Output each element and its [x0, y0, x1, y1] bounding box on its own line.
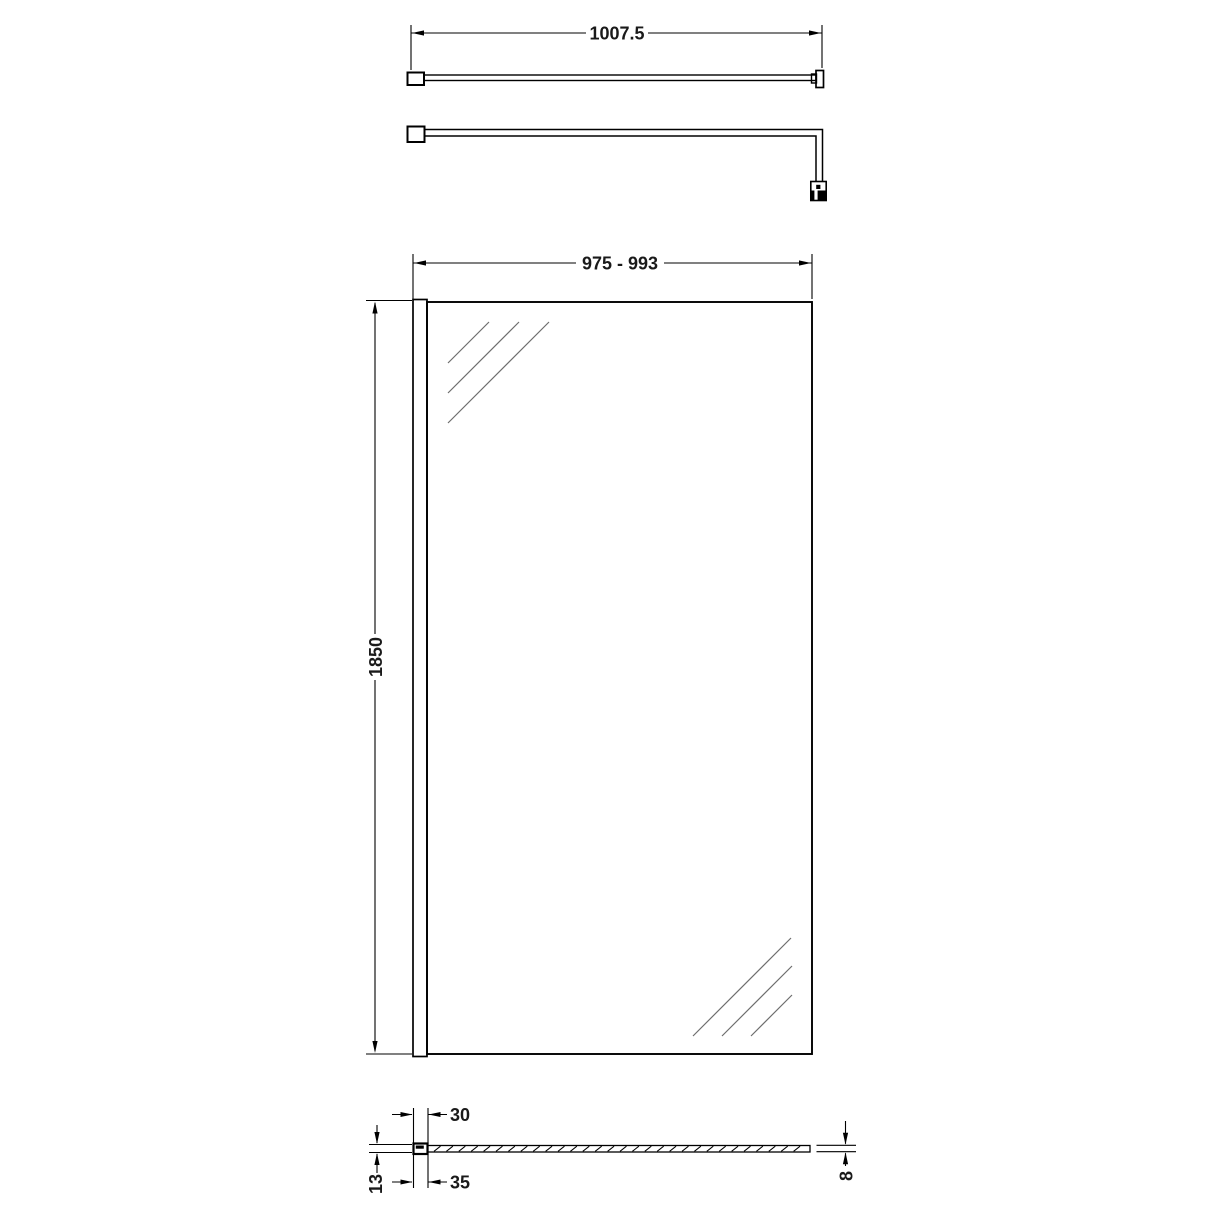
glass-thickness-detail: [817, 1121, 857, 1181]
arrowhead-up-icon: [374, 1153, 379, 1165]
bar-length-dimension: [411, 24, 822, 71]
arrowhead-up-icon: [843, 1152, 848, 1164]
wall-bracket: [408, 73, 425, 86]
support-bar: [424, 75, 816, 81]
glass-panel: [427, 302, 812, 1054]
arrowhead-left-icon: [412, 30, 424, 35]
wall-profile-section-fill: [416, 1146, 424, 1149]
clamp-jaw-right: [818, 191, 826, 201]
arrowhead-right-icon: [799, 260, 811, 265]
profile-width-label: 30: [450, 1105, 471, 1125]
clamp-jaw-left: [811, 191, 814, 201]
plan-view: [408, 24, 824, 88]
wall-profile: [413, 300, 427, 1057]
arrowhead-left-icon: [429, 1112, 441, 1117]
profile-depth-label: 13: [366, 1173, 386, 1195]
width-dimension: [413, 254, 812, 300]
profile-width-dimension: [392, 1105, 470, 1125]
wall-profile-section: [414, 1144, 428, 1155]
arrowhead-right-icon: [401, 1112, 413, 1117]
profile-overall-dimension: [392, 1173, 470, 1193]
wall-bracket: [408, 127, 425, 143]
screen-height-label: 1850: [366, 636, 386, 678]
arrowhead-right-icon: [401, 1180, 413, 1185]
arrowhead-up-icon: [372, 302, 377, 314]
glass-thickness-label: 8: [836, 1170, 857, 1182]
glass-reflection-bottom-right: [693, 938, 792, 1036]
glass-section-hatch: [434, 1146, 800, 1151]
arrowhead-left-icon: [414, 260, 426, 265]
arrowhead-down-icon: [372, 1041, 377, 1053]
support-arm-inner-edge: [425, 136, 817, 182]
arrowhead-left-icon: [429, 1180, 441, 1185]
support-arm-outer-edge: [425, 130, 823, 182]
screen-width-label: 975 - 993: [581, 253, 659, 274]
glass-section-bar: [428, 1146, 811, 1153]
arrowhead-right-icon: [809, 30, 821, 35]
profile-depth-dimension: [366, 1125, 412, 1194]
arrowhead-down-icon: [374, 1132, 379, 1144]
support-arm-side-view: [408, 127, 827, 201]
arrowhead-down-icon: [843, 1133, 848, 1145]
glass-clamp: [811, 182, 826, 201]
clamp-screw-icon: [816, 185, 820, 189]
section-view: [366, 1105, 857, 1194]
height-dimension: [366, 301, 412, 1055]
bar-length-label: 1007.5: [589, 23, 645, 44]
support-bar-plan: [408, 71, 824, 88]
front-view: [366, 254, 812, 1057]
glass-reflection-top-left: [448, 322, 549, 423]
profile-overall-label: 35: [450, 1172, 471, 1193]
